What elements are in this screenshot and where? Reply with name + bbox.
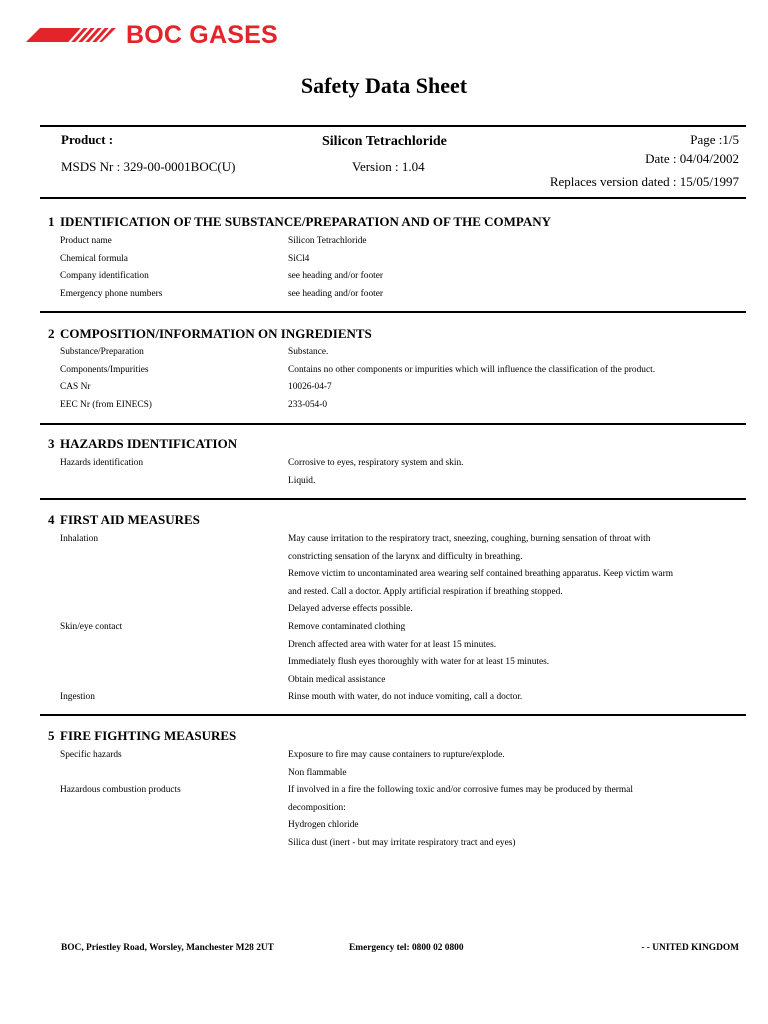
section-number: 5 xyxy=(48,728,55,743)
field-row xyxy=(60,604,740,622)
field-label: Hazardous combustion products xyxy=(60,785,181,796)
field-value: May cause irritation to the respiratory tract, sneezing, coughing, burning sensation of throat with xyxy=(288,534,651,544)
field-value: Remove victim to uncontaminated area wearing self contained breathing apparatus. Keep victim warm xyxy=(288,569,674,580)
section-heading: COMPOSITION/INFORMATION ON INGREDIENTS xyxy=(60,326,372,341)
field-value: Corrosive to eyes, respiratory system and skin. xyxy=(288,458,464,468)
replaces-version-date: Replaces version dated : 15/05/1997 xyxy=(549,174,739,189)
field-row xyxy=(60,254,740,272)
field-value: and rested. Call a doctor. Apply artificial respiration if breathing stopped. xyxy=(288,586,563,597)
header-top-rule xyxy=(40,125,746,127)
field-label: Company identification xyxy=(60,271,149,282)
field-value: Delayed adverse effects possible. xyxy=(288,604,413,615)
field-value: Silicon Tetrachloride xyxy=(288,236,367,246)
field-row xyxy=(60,768,740,786)
field-label: Hazards identification xyxy=(60,458,144,468)
field-row xyxy=(60,534,740,552)
header-bottom-rule xyxy=(40,197,746,199)
field-label: Skin/eye contact xyxy=(60,622,123,632)
field-value: If involved in a fire the following toxic and/or corrosive fumes may be produced by thermal xyxy=(288,785,633,796)
section-3-title xyxy=(48,436,237,452)
field-value: Obtain medical assistance xyxy=(288,674,386,685)
section-number: 4 xyxy=(48,512,55,527)
field-row xyxy=(60,382,740,400)
field-row xyxy=(60,569,740,587)
field-row xyxy=(60,458,740,476)
field-label: CAS Nr xyxy=(60,382,91,393)
field-row xyxy=(60,289,740,307)
field-value: Exposure to fire may cause containers to rupture/explode. xyxy=(288,750,505,760)
field-value: Liquid. xyxy=(288,475,316,486)
section-heading: HAZARDS IDENTIFICATION xyxy=(60,436,238,451)
document-title: Safety Data Sheet xyxy=(300,73,468,98)
field-row xyxy=(60,657,740,675)
section-4-title xyxy=(48,512,200,528)
field-value: constricting sensation of the larynx and difficulty in breathing. xyxy=(288,551,523,562)
field-row xyxy=(60,236,740,254)
field-value: Silica dust (inert - but may irritate respiratory tract and eyes) xyxy=(288,838,516,848)
field-row xyxy=(60,838,740,856)
footer-country: - - UNITED KINGDOM xyxy=(641,943,739,953)
field-value: decomposition: xyxy=(288,802,346,813)
section-1-title xyxy=(48,214,551,230)
section-heading: FIRE FIGHTING MEASURES xyxy=(60,728,237,743)
section-divider xyxy=(40,498,746,500)
version-number: Version : 1.04 xyxy=(352,159,425,174)
field-row xyxy=(60,785,740,803)
document-date: Date : 04/04/2002 xyxy=(645,151,739,166)
field-row xyxy=(60,692,740,710)
field-row xyxy=(60,750,740,768)
field-value: Immediately flush eyes thoroughly with water for at least 15 minutes. xyxy=(288,657,550,668)
field-value: Rinse mouth with water, do not induce vomiting, call a doctor. xyxy=(288,692,523,703)
logo-text: BOC GASES xyxy=(126,21,278,49)
field-row xyxy=(60,365,740,383)
section-number: 1 xyxy=(48,214,55,229)
field-row xyxy=(60,640,740,658)
section-heading: IDENTIFICATION OF THE SUBSTANCE/PREPARATION AND OF THE COMPANY xyxy=(60,214,552,229)
section-divider xyxy=(40,311,746,313)
company-logo xyxy=(26,20,278,50)
footer-emergency-tel: Emergency tel: 0800 02 0800 xyxy=(349,943,464,953)
field-label: Components/Impurities xyxy=(60,364,149,375)
field-row xyxy=(60,476,740,494)
field-row xyxy=(60,675,740,693)
section-number: 3 xyxy=(48,436,55,451)
section-5-title xyxy=(48,728,236,744)
field-value: Non flammable xyxy=(288,767,347,778)
field-value: see heading and/or footer xyxy=(288,288,384,299)
field-value: Remove contaminated clothing xyxy=(288,622,406,632)
field-label: Ingestion xyxy=(60,692,95,703)
field-value: Hydrogen chloride xyxy=(288,820,359,831)
field-label: EEC Nr (from EINECS) xyxy=(60,399,152,410)
field-value: 10026-04-7 xyxy=(288,382,332,393)
page-number: Page :1/5 xyxy=(690,132,739,147)
msds-number: MSDS Nr : 329-00-0001BOC(U) xyxy=(61,159,236,174)
field-value: see heading and/or footer xyxy=(288,271,384,282)
section-divider xyxy=(40,714,746,716)
field-label: Substance/Preparation xyxy=(60,347,144,357)
field-value: 233-054-0 xyxy=(288,399,328,410)
field-row xyxy=(60,552,740,570)
field-label: Emergency phone numbers xyxy=(60,288,163,299)
field-row xyxy=(60,820,740,838)
field-row xyxy=(60,587,740,605)
footer-address: BOC, Priestley Road, Worsley, Manchester M28 2UT xyxy=(61,943,274,953)
product-label: Product : xyxy=(61,132,114,147)
field-value: SiCl4 xyxy=(288,253,310,264)
section-number: 2 xyxy=(48,326,55,341)
field-row xyxy=(60,347,740,365)
section-heading: FIRST AID MEASURES xyxy=(60,512,200,527)
field-row xyxy=(60,271,740,289)
field-label: Chemical formula xyxy=(60,253,128,264)
field-label: Specific hazards xyxy=(60,750,122,760)
field-row xyxy=(60,622,740,640)
field-row xyxy=(60,400,740,418)
section-divider xyxy=(40,423,746,425)
field-value: Substance. xyxy=(288,347,329,357)
section-2-title xyxy=(48,326,372,342)
field-label: Product name xyxy=(60,236,112,246)
field-label: Inhalation xyxy=(60,534,99,544)
field-row xyxy=(60,803,740,821)
product-name: Silicon Tetrachloride xyxy=(322,134,447,149)
field-value: Drench affected area with water for at least 15 minutes. xyxy=(288,639,497,650)
field-value: Contains no other components or impurities which will influence the classification of the product. xyxy=(288,364,656,375)
logo-stripes-icon xyxy=(26,20,118,50)
